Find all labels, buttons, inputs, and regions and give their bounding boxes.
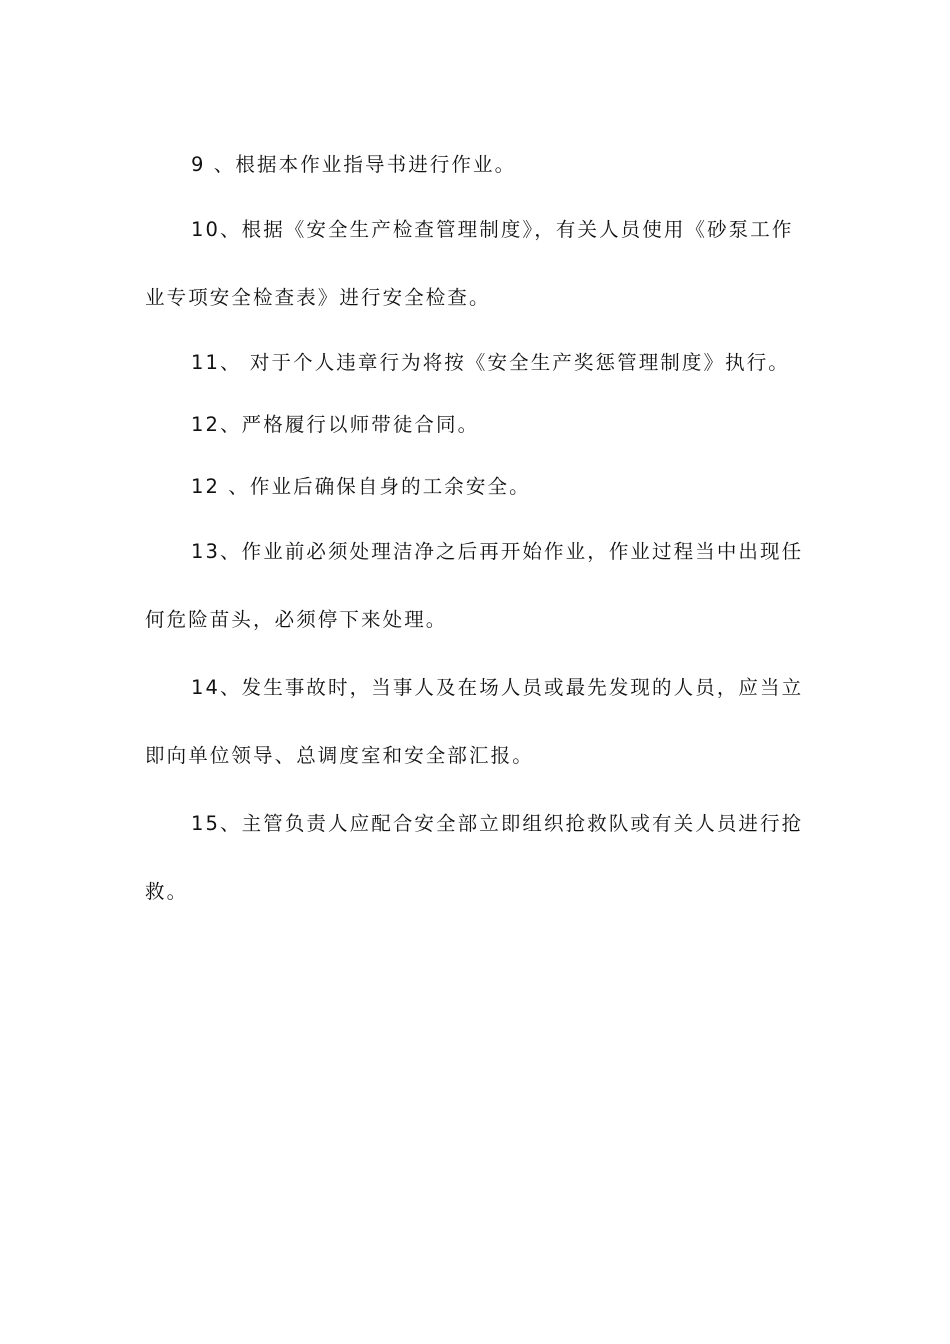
paragraph-item-15: 15、主管负责人应配合安全部立即组织抢救队或有关人员进行抢救。 [145, 812, 804, 903]
document-body [145, 134, 807, 926]
paragraph-item-13: 13、作业前必须处理洁净之后再开始作业，作业过程当中出现任何危险苗头，必须停下来处理。 [145, 540, 804, 631]
paragraph-item-9: 9 、根据本作业指导书进行作业。 [191, 153, 517, 176]
paragraph-item-10: 10、根据《安全生产检查管理制度》，有关人员使用《砂泵工作业专项安全检查表》进行安全检查。 [145, 218, 794, 309]
paragraph-item-12a: 12、严格履行以师带徒合同。 [191, 413, 480, 436]
paragraph-item-12b: 12 、作业后确保自身的工余安全。 [191, 475, 531, 498]
paragraph-item-14: 14、发生事故时，当事人及在场人员或最先发现的人员，应当立即向单位领导、总调度室和安全部汇报。 [145, 676, 804, 767]
paragraph-item-11: 11、 对于个人违章行为将按《安全生产奖惩管理制度》执行。 [191, 351, 790, 374]
